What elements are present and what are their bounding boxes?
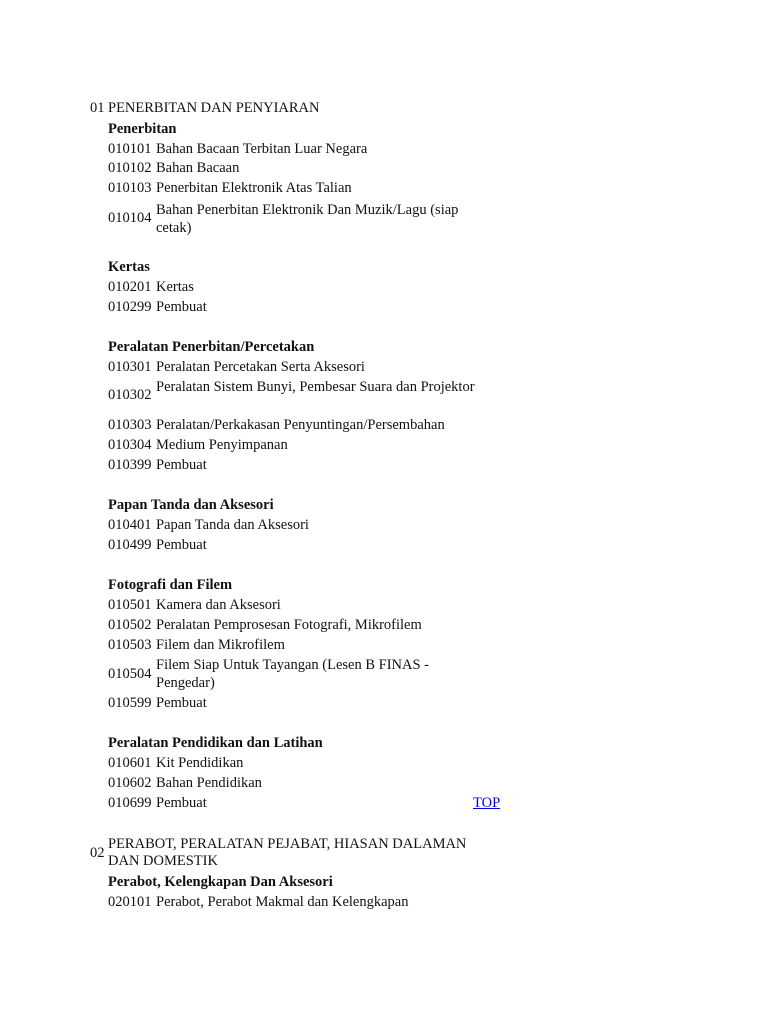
- item-desc: Kit Pendidikan: [156, 755, 244, 771]
- item-desc: Bahan Bacaan Terbitan Luar Negara: [156, 141, 368, 157]
- group-heading-papan-tanda: Papan Tanda dan Aksesori: [108, 497, 274, 513]
- item-code: 010504: [108, 666, 152, 682]
- item-code: 010201: [108, 279, 152, 295]
- item-desc: Pembuat: [156, 537, 207, 553]
- section-title: PERABOT, PERALATAN PEJABAT, HIASAN DALAMAN DAN DOMESTIK: [108, 836, 467, 869]
- item-code: 010101: [108, 141, 152, 157]
- group-heading-pendidikan: Peralatan Pendidikan dan Latihan: [108, 735, 323, 751]
- group-heading-perabot: Perabot, Kelengkapan Dan Aksesori: [108, 874, 333, 890]
- item-code: 010602: [108, 775, 152, 791]
- item-desc: Bahan Bacaan: [156, 160, 240, 176]
- item-code: 010599: [108, 695, 152, 711]
- item-desc: Bahan Pendidikan: [156, 775, 262, 791]
- item-code: 010501: [108, 597, 152, 613]
- group-heading-kertas: Kertas: [108, 259, 150, 275]
- item-desc: Pembuat: [156, 795, 207, 811]
- item-desc: Bahan Penerbitan Elektronik Dan Muzik/Lagu (siap cetak): [156, 202, 459, 236]
- item-desc: Pembuat: [156, 299, 207, 315]
- item-desc: Peralatan Sistem Bunyi, Pembesar Suara dan Projektor: [156, 379, 475, 395]
- item-code: 010301: [108, 359, 152, 375]
- item-code: 010104: [108, 210, 152, 226]
- item-desc: Filem dan Mikrofilem: [156, 637, 285, 653]
- item-code: 010102: [108, 160, 152, 176]
- item-desc: Penerbitan Elektronik Atas Talian: [156, 180, 352, 196]
- item-desc: Perabot, Perabot Makmal dan Kelengkapan: [156, 894, 409, 910]
- item-code: 010399: [108, 457, 152, 473]
- item-desc: Pembuat: [156, 695, 207, 711]
- section-number: 01: [90, 100, 105, 116]
- item-desc: Peralatan Percetakan Serta Aksesori: [156, 359, 365, 375]
- item-code: 010103: [108, 180, 152, 196]
- item-code: 010601: [108, 755, 152, 771]
- item-desc: Peralatan Pemprosesan Fotografi, Mikrofilem: [156, 617, 422, 633]
- item-code: 010502: [108, 617, 152, 633]
- item-desc: Pembuat: [156, 457, 207, 473]
- item-desc: Kertas: [156, 279, 194, 295]
- item-code: 010503: [108, 637, 152, 653]
- item-code: 010299: [108, 299, 152, 315]
- group-heading-penerbitan: Penerbitan: [108, 121, 177, 137]
- item-desc: Kamera dan Aksesori: [156, 597, 281, 613]
- group-heading-peralatan-penerbitan: Peralatan Penerbitan/Percetakan: [108, 339, 315, 355]
- item-desc: Medium Penyimpanan: [156, 437, 288, 453]
- item-code: 010303: [108, 417, 152, 433]
- item-desc: Filem Siap Untuk Tayangan (Lesen B FINAS - Pengedar): [156, 657, 429, 691]
- item-code: 010302: [108, 387, 152, 403]
- item-code: 010499: [108, 537, 152, 553]
- item-desc: Peralatan/Perkakasan Penyuntingan/Persembahan: [156, 417, 445, 433]
- item-desc: Papan Tanda dan Aksesori: [156, 517, 309, 533]
- item-code: 010699: [108, 795, 152, 811]
- group-heading-fotografi: Fotografi dan Filem: [108, 577, 233, 593]
- item-code: 020101: [108, 894, 152, 910]
- top-link[interactable]: TOP: [473, 795, 501, 811]
- section-number: 02: [90, 845, 105, 861]
- item-code: 010304: [108, 437, 152, 453]
- item-code: 010401: [108, 517, 152, 533]
- section-title: PENERBITAN DAN PENYIARAN: [108, 100, 320, 116]
